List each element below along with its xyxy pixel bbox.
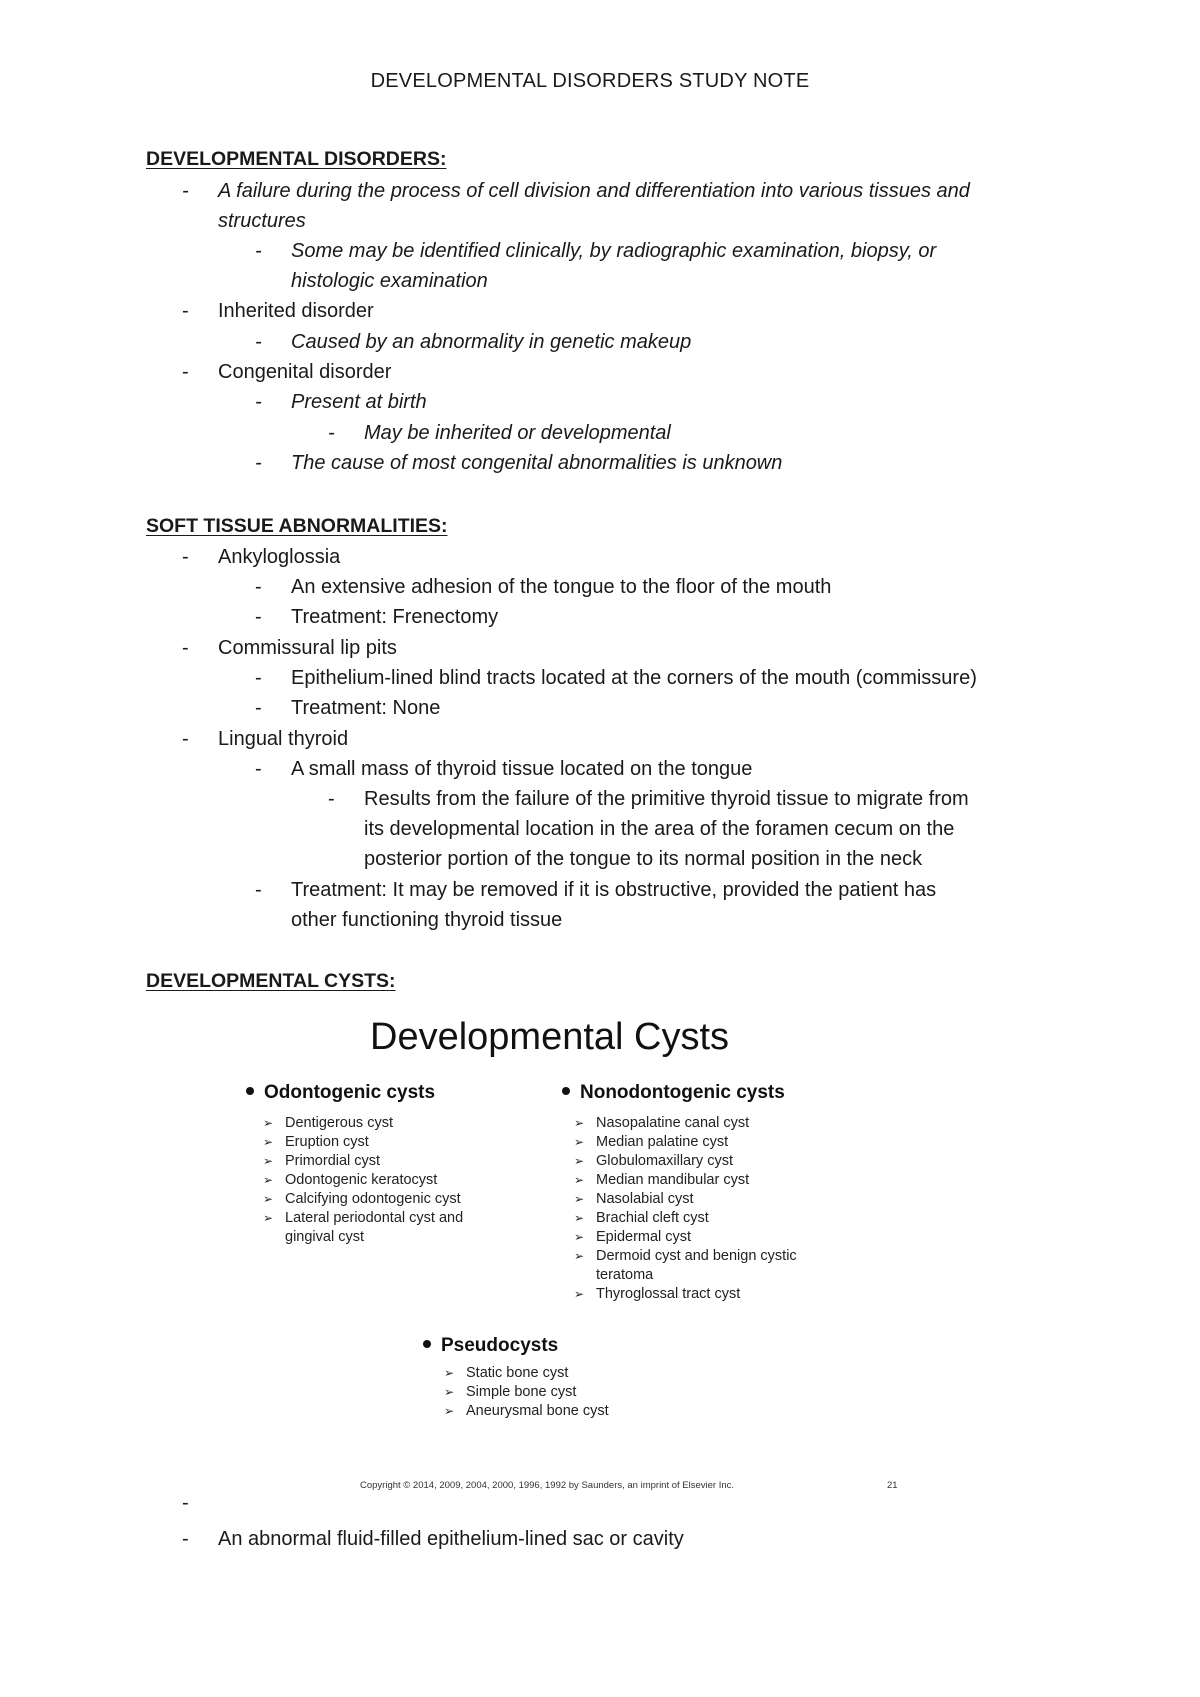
list-item: - Commissural lip pits <box>218 633 1068 663</box>
arrow-bullet-icon: ➢ <box>263 1192 274 1206</box>
bullet-dash: - <box>255 452 262 474</box>
bullet-dash: - <box>182 361 189 383</box>
arrow-bullet-icon: ➢ <box>263 1211 274 1225</box>
bullet-dash: - <box>255 697 262 719</box>
list-item: - Present at birth <box>291 387 1061 417</box>
bullet-dash: - <box>182 546 189 568</box>
list-item: - A failure during the process of cell division and differentiation into various tissues and <box>218 176 1068 206</box>
arrow-bullet-icon: ➢ <box>574 1211 585 1225</box>
list-item-continuation: posterior portion of the tongue to its normal position in the neck <box>364 848 923 870</box>
nonodontogenic-item: ➢ Median mandibular cyst <box>596 1171 749 1191</box>
bullet-dash: - <box>255 758 262 780</box>
arrow-bullet-icon: ➢ <box>574 1116 585 1130</box>
arrow-bullet-icon: ➢ <box>574 1135 585 1149</box>
list-item-continuation: its developmental location in the area of the foramen cecum on the <box>364 818 955 840</box>
nonodontogenic-item: ➢ Globulomaxillary cyst <box>596 1152 733 1172</box>
odontogenic-item: ➢ Odontogenic keratocyst <box>285 1171 437 1191</box>
bullet-dash: - <box>182 728 189 750</box>
odontogenic-heading: Odontogenic cysts <box>246 1082 435 1104</box>
nonodontogenic-item: ➢ Brachial cleft cyst <box>596 1209 709 1229</box>
nonodontogenic-heading: Nonodontogenic cysts <box>562 1082 785 1104</box>
list-item: - Treatment: It may be removed if it is obstructive, provided the patient has <box>291 875 1061 905</box>
arrow-bullet-icon: ➢ <box>574 1230 585 1244</box>
nonodontogenic-item: ➢ Thyroglossal tract cyst <box>596 1285 740 1305</box>
arrow-bullet-icon: ➢ <box>574 1287 585 1301</box>
list-item: - Inherited disorder <box>218 296 1068 326</box>
list-item: - Ankyloglossia <box>218 542 1068 572</box>
bullet-dash: - <box>182 180 189 202</box>
bullet-dot-icon <box>423 1340 431 1348</box>
nonodontogenic-item: ➢ Epidermal cyst <box>596 1228 691 1248</box>
bullet-dash: - <box>255 667 262 689</box>
developmental-cysts-slide-image <box>230 1000 930 1520</box>
pseudocyst-item: ➢ Simple bone cyst <box>466 1383 576 1403</box>
bullet-dash: - <box>328 422 335 444</box>
list-item: - Lingual thyroid <box>218 724 1068 754</box>
bullet-dash: - <box>255 576 262 598</box>
list-item: - Congenital disorder <box>218 357 1068 387</box>
bullet-dash: - <box>182 1528 189 1550</box>
bullet-dash: - <box>182 1492 189 1514</box>
list-item: - The cause of most congenital abnormalities is unknown <box>291 448 1061 478</box>
slide-title: Developmental Cysts <box>370 1016 730 1058</box>
list-item: - Results from the failure of the primitive thyroid tissue to migrate from <box>364 784 1064 814</box>
list-item: - May be inherited or developmental <box>364 418 1064 448</box>
bullet-dash: - <box>255 391 262 413</box>
arrow-bullet-icon: ➢ <box>574 1154 585 1168</box>
list-item: - Caused by an abnormality in genetic makeup <box>291 327 1061 357</box>
arrow-bullet-icon: ➢ <box>444 1366 455 1380</box>
pseudocyst-item: ➢ Static bone cyst <box>466 1364 568 1384</box>
nonodontogenic-item: ➢ Dermoid cyst and benign cystic <box>596 1247 797 1267</box>
list-item: - An extensive adhesion of the tongue to the floor of the mouth <box>291 572 1061 602</box>
list-item-continuation: other functioning thyroid tissue <box>291 909 563 931</box>
bullet-dash: - <box>255 879 262 901</box>
pseudocysts-heading: Pseudocysts <box>423 1335 558 1357</box>
list-item-continuation: structures <box>218 210 306 232</box>
odontogenic-item: ➢ Dentigerous cyst <box>285 1114 393 1134</box>
arrow-bullet-icon: ➢ <box>263 1135 274 1149</box>
arrow-bullet-icon: ➢ <box>574 1192 585 1206</box>
odontogenic-item: ➢ Lateral periodontal cyst and <box>285 1209 463 1229</box>
arrow-bullet-icon: ➢ <box>574 1173 585 1187</box>
bullet-dash: - <box>182 637 189 659</box>
section-heading-developmental-disorders: DEVELOPMENTAL DISORDERS: <box>146 148 447 170</box>
bullet-dash: - <box>255 240 262 262</box>
slide-copyright: Copyright © 2014, 2009, 2004, 2000, 1996, 1992 by Saunders, an imprint of Elsevier Inc. <box>360 1480 735 1491</box>
arrow-bullet-icon: ➢ <box>263 1116 274 1130</box>
odontogenic-item: ➢ Primordial cyst <box>285 1152 380 1172</box>
arrow-bullet-icon: ➢ <box>263 1154 274 1168</box>
list-item: - Treatment: Frenectomy <box>291 602 1061 632</box>
page-header: DEVELOPMENTAL DISORDERS STUDY NOTE <box>370 70 810 92</box>
arrow-bullet-icon: ➢ <box>574 1249 585 1263</box>
bullet-dash: - <box>255 331 262 353</box>
section-heading-developmental-cysts: DEVELOPMENTAL CYSTS: <box>146 970 396 992</box>
odontogenic-item: ➢ Eruption cyst <box>285 1133 369 1153</box>
bullet-dot-icon <box>562 1087 570 1095</box>
odontogenic-item: ➢ Calcifying odontogenic cyst <box>285 1190 461 1210</box>
slide-page-number: 21 <box>887 1480 898 1491</box>
odontogenic-item-continuation: gingival cyst <box>285 1229 364 1245</box>
list-item: - Treatment: None <box>291 693 1061 723</box>
arrow-bullet-icon: ➢ <box>444 1385 455 1399</box>
bullet-dash: - <box>182 300 189 322</box>
section-heading-soft-tissue: SOFT TISSUE ABNORMALITIES: <box>146 515 448 537</box>
arrow-bullet-icon: ➢ <box>444 1404 455 1418</box>
list-item: - An abnormal fluid-filled epithelium-lined sac or cavity <box>218 1524 1068 1554</box>
pseudocyst-item: ➢ Aneurysmal bone cyst <box>466 1402 609 1422</box>
bullet-dash: - <box>328 788 335 810</box>
nonodontogenic-item: ➢ Nasolabial cyst <box>596 1190 694 1210</box>
nonodontogenic-item-continuation: teratoma <box>596 1267 654 1283</box>
list-item: - Some may be identified clinically, by radiographic examination, biopsy, or <box>291 236 1061 266</box>
list-item-continuation: histologic examination <box>291 270 488 292</box>
list-item: - A small mass of thyroid tissue located on the tongue <box>291 754 1061 784</box>
arrow-bullet-icon: ➢ <box>263 1173 274 1187</box>
nonodontogenic-item: ➢ Nasopalatine canal cyst <box>596 1114 749 1134</box>
bullet-dot-icon <box>246 1087 254 1095</box>
nonodontogenic-item: ➢ Median palatine cyst <box>596 1133 728 1153</box>
list-item: - Epithelium-lined blind tracts located at the corners of the mouth (commissure) <box>291 663 1061 693</box>
bullet-dash: - <box>255 606 262 628</box>
